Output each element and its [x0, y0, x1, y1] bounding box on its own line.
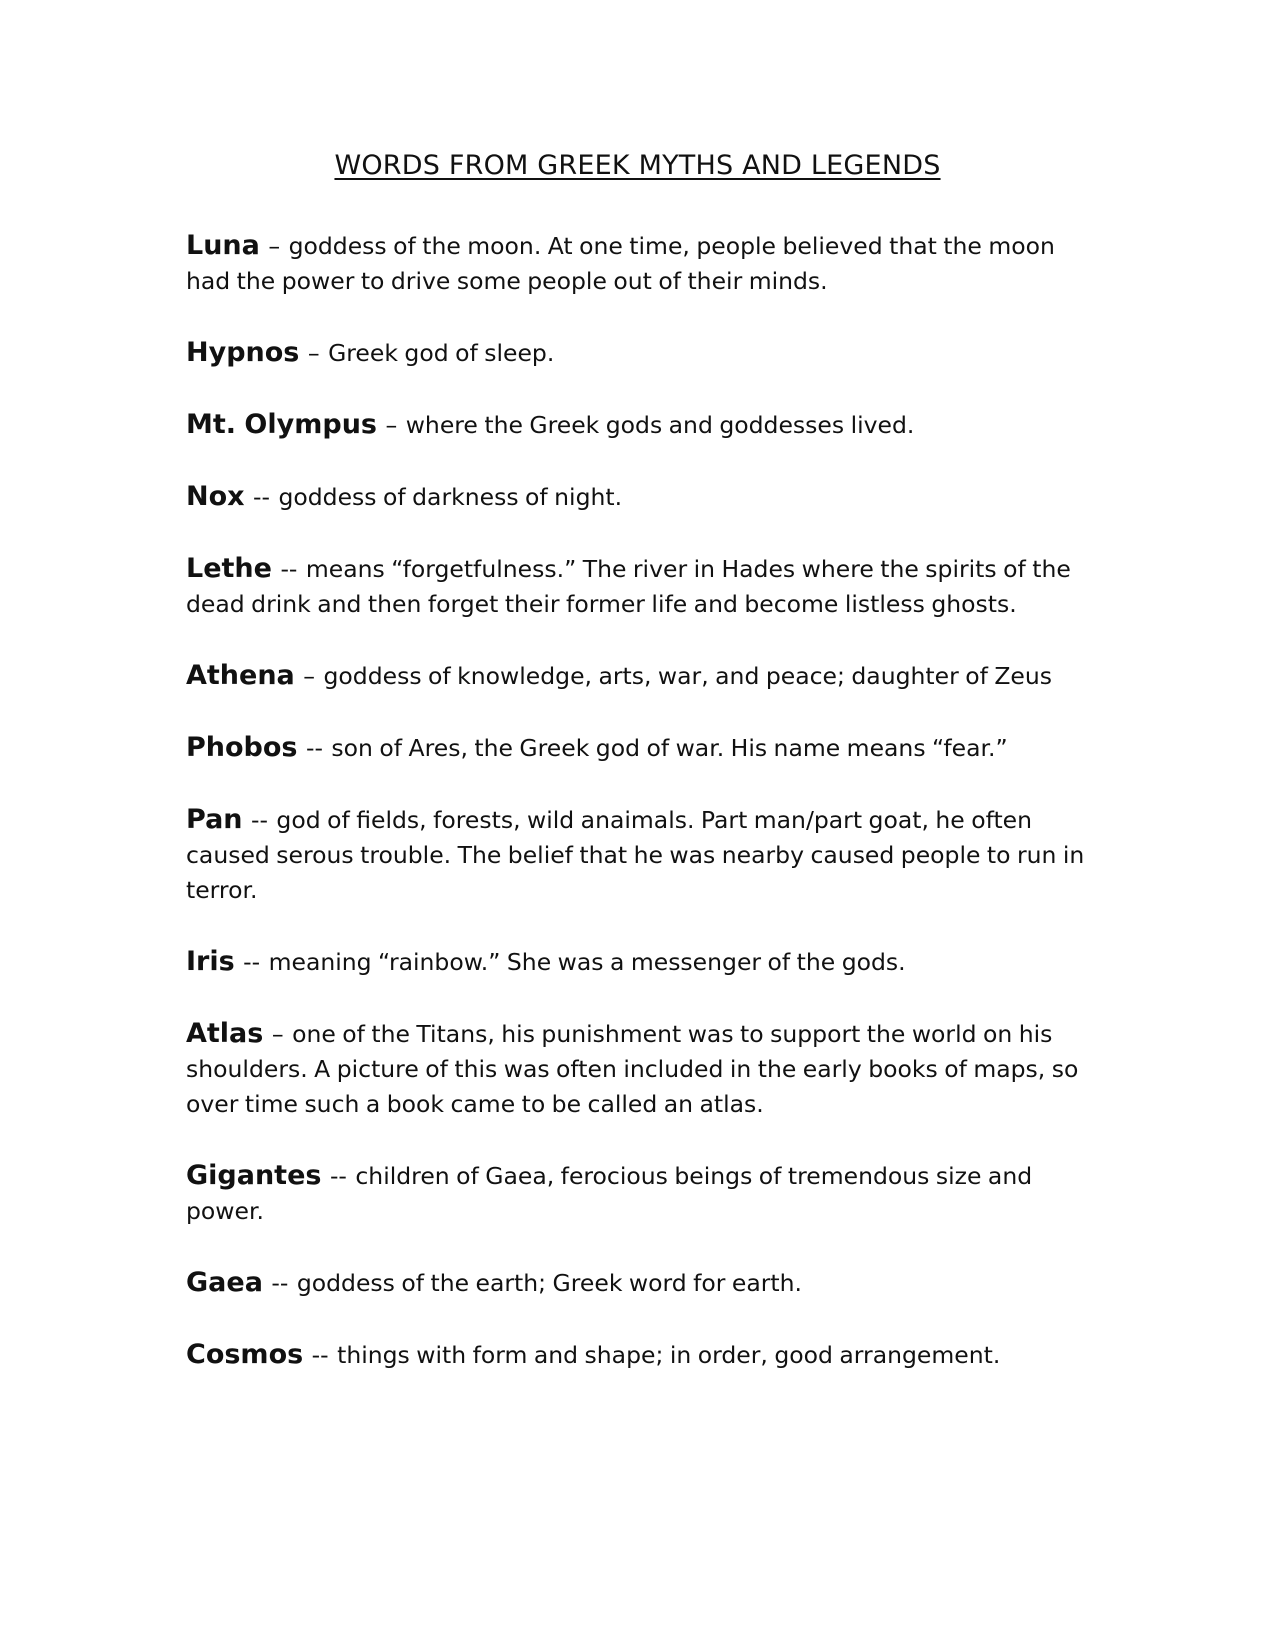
term-gigantes: Gigantes	[186, 1160, 322, 1191]
separator: --	[246, 483, 277, 511]
glossary-entry-gaea	[186, 1265, 1086, 1301]
separator: –	[261, 232, 287, 260]
definition-lethe: means “forgetfulness.” The river in Hades where the spirits of the dead drink and then forget their former life and become listless ghosts.	[186, 555, 1071, 618]
definition-phobos: son of Ares, the Greek god of war. His name means “fear.”	[331, 734, 1008, 762]
glossary-entry-pan	[186, 802, 1086, 908]
glossary-entry-atlas	[186, 1016, 1086, 1122]
definition-nox: goddess of darkness of night.	[278, 483, 623, 511]
term-luna: Luna	[186, 230, 260, 261]
glossary-entry-iris	[186, 944, 1086, 980]
separator: --	[264, 1269, 295, 1297]
glossary-entry-lethe	[186, 551, 1086, 622]
separator: –	[379, 411, 404, 439]
glossary-entry-phobos	[186, 730, 1086, 766]
separator: --	[323, 1162, 354, 1190]
term-lethe: Lethe	[186, 553, 272, 584]
page-title: WORDS FROM GREEK MYTHS AND LEGENDS	[334, 150, 941, 181]
separator: --	[305, 1341, 336, 1369]
separator: --	[244, 806, 275, 834]
definition-gaea: goddess of the earth; Greek word for earth.	[296, 1269, 803, 1297]
separator: --	[273, 555, 304, 583]
definition-cosmos: things with form and shape; in order, good arrangement.	[337, 1341, 1001, 1369]
separator: --	[236, 948, 267, 976]
definition-iris: meaning “rainbow.” She was a messenger of the gods.	[268, 948, 906, 976]
term-nox: Nox	[186, 481, 245, 512]
definition-pan: god of fields, forests, wild anaimals. Part man/part goat, he often caused serous trouble. The belief that he was nearby caused people to run in terror.	[186, 806, 1085, 904]
separator: –	[296, 662, 322, 690]
term-hypnos: Hypnos	[186, 337, 300, 368]
glossary-entry-gigantes	[186, 1158, 1086, 1229]
term-atlas: Atlas	[186, 1018, 264, 1049]
definition-athena: goddess of knowledge, arts, war, and peace; daughter of Zeus	[323, 662, 1053, 690]
glossary-entry-cosmos	[186, 1337, 1086, 1373]
definition-atlas: one of the Titans, his punishment was to support the world on his shoulders. A picture of this was often included in the early books of maps, so over time such a book came to be called an atlas.	[186, 1020, 1079, 1118]
separator: –	[301, 339, 327, 367]
term-gaea: Gaea	[186, 1267, 263, 1298]
term-mt-olympus: Mt. Olympus	[186, 409, 377, 440]
term-iris: Iris	[186, 946, 235, 977]
term-cosmos: Cosmos	[186, 1339, 304, 1370]
definition-luna: goddess of the moon. At one time, people believed that the moon had the power to drive some people out of their minds.	[186, 232, 1055, 295]
definition-gigantes: children of Gaea, ferocious beings of tremendous size and power.	[186, 1162, 1033, 1225]
glossary-list	[186, 228, 1086, 1409]
definition-mt-olympus: where the Greek gods and goddesses lived.	[405, 411, 915, 439]
term-phobos: Phobos	[186, 732, 298, 763]
glossary-entry-mt-olympus	[186, 407, 1086, 443]
glossary-entry-athena	[186, 658, 1086, 694]
glossary-entry-nox	[186, 479, 1086, 515]
term-pan: Pan	[186, 804, 243, 835]
glossary-entry-hypnos	[186, 335, 1086, 371]
glossary-entry-luna	[186, 228, 1086, 299]
definition-hypnos: Greek god of sleep.	[328, 339, 555, 367]
term-athena: Athena	[186, 660, 295, 691]
separator: –	[265, 1020, 291, 1048]
separator: --	[299, 734, 330, 762]
